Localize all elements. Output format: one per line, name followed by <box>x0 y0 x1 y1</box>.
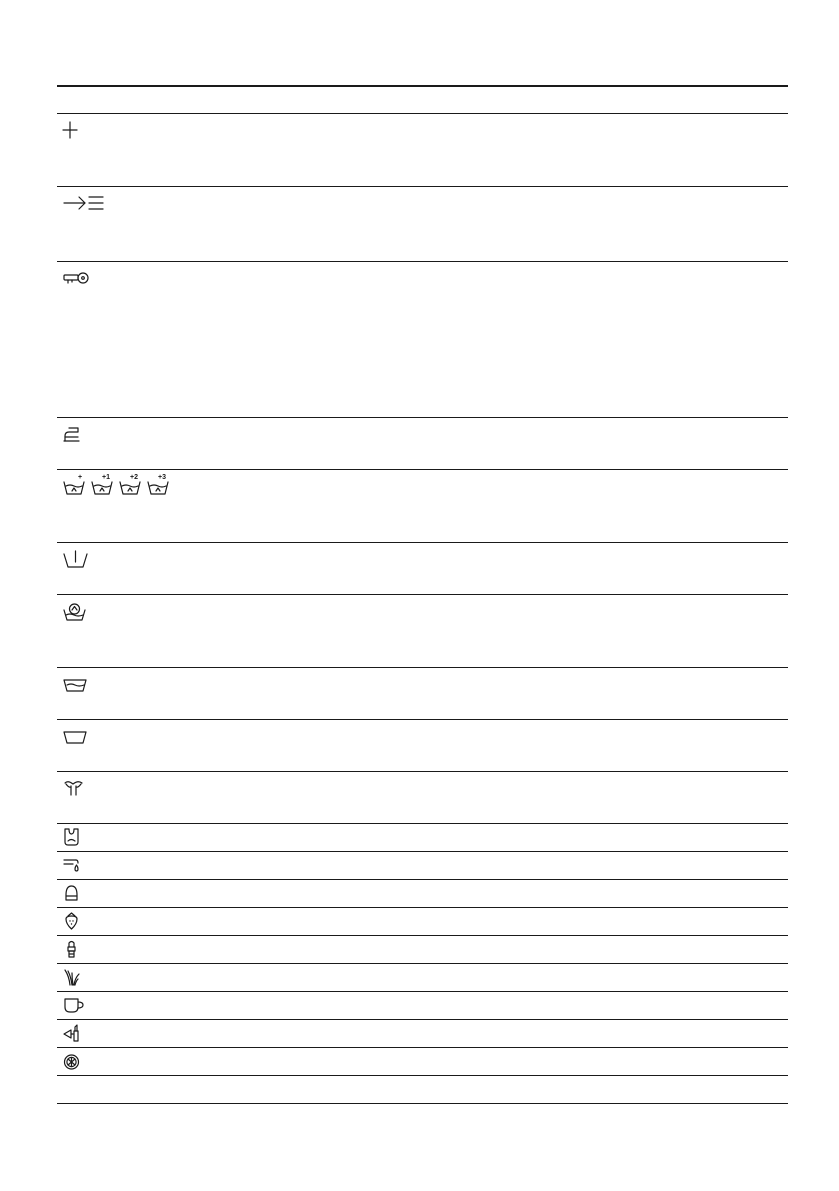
table-row <box>57 908 788 936</box>
egg-icon <box>63 884 93 904</box>
table-row <box>57 470 788 543</box>
drain-icon <box>63 549 93 571</box>
symbol-table <box>57 85 788 1104</box>
grass-icon <box>63 968 93 988</box>
table-row <box>57 543 788 595</box>
extra-rinse-label-0: + <box>78 474 83 481</box>
prewash-icon <box>63 778 93 800</box>
table-row <box>57 720 788 772</box>
extra-rinse-label-1: +1 <box>102 474 110 481</box>
table-row <box>57 595 788 668</box>
table-row <box>57 1048 788 1076</box>
extra-rinse-icons <box>63 473 173 502</box>
table-row <box>57 114 788 187</box>
table-row <box>57 772 788 824</box>
grease-drop-icon <box>63 856 93 876</box>
table-row <box>57 964 788 992</box>
rinse-basin-icon <box>63 674 93 696</box>
plus-icon <box>63 120 93 142</box>
table-row <box>57 880 788 908</box>
extra-rinse-label-2: +2 <box>130 474 138 481</box>
cosmetics-icon <box>63 1024 93 1044</box>
table-row <box>57 187 788 262</box>
table-row <box>57 992 788 1020</box>
table-row <box>57 936 788 964</box>
tomato-icon <box>63 1052 93 1072</box>
table-header-row <box>57 87 788 114</box>
iron-icon <box>63 424 93 446</box>
cup-icon <box>63 996 93 1016</box>
table-row <box>57 824 788 852</box>
table-row <box>57 1076 788 1104</box>
arrow-list-icon <box>63 193 109 215</box>
key-icon <box>63 268 93 290</box>
table-row <box>57 852 788 880</box>
strawberry-icon <box>63 912 93 932</box>
spin-basin-icon <box>63 601 93 623</box>
extra-rinse-label-3: +3 <box>158 474 166 481</box>
bib-stain-icon <box>63 828 93 848</box>
table-row <box>57 262 788 418</box>
basin-icon <box>63 726 93 748</box>
table-row <box>57 418 788 470</box>
table-row <box>57 668 788 720</box>
lipstick-icon <box>63 940 93 960</box>
table-row <box>57 1020 788 1048</box>
